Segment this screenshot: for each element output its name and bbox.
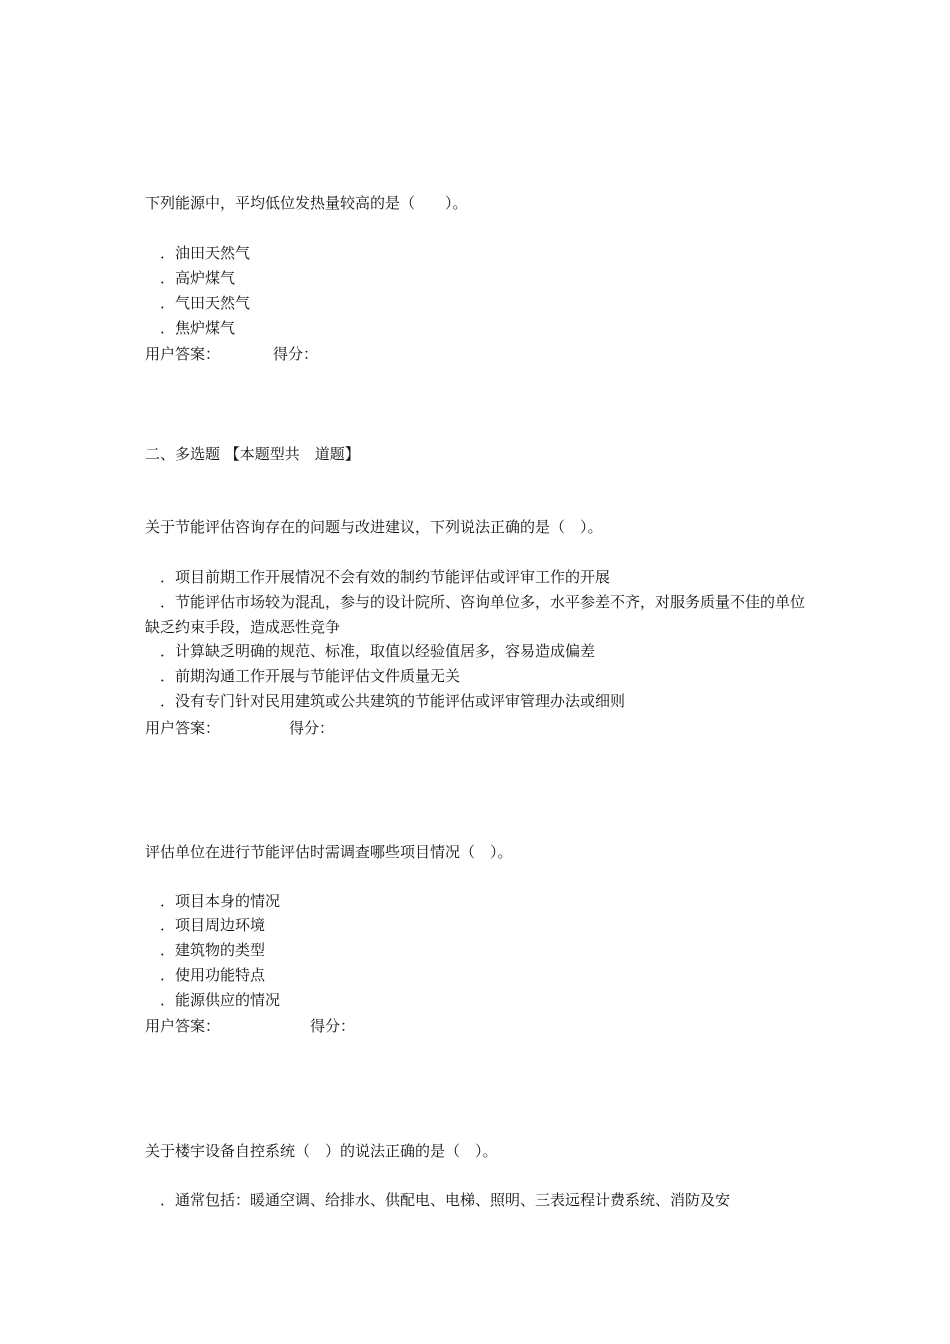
question-1-option-c: ．气田天然气	[160, 294, 251, 312]
question-2-option-b: ．节能评估市场较为混乱，参与的设计院所、咨询单位多，水平参差不齐，对服务质量不佳的单位缺乏约束手段，造成恶性竞争	[145, 593, 806, 636]
question-1-option-a: ．油田天然气	[160, 244, 251, 262]
question-3-stem: 评估单位在进行节能评估时需调查哪些项目情况（ ）。	[145, 843, 513, 861]
question-1-stem: 下列能源中，平均低位发热量较高的是（ ）。	[145, 194, 468, 212]
question-3-option-a: ．项目本身的情况	[160, 892, 281, 910]
section-heading-multiple-choice: 二、多选题 【本题型共 道题】	[145, 445, 360, 463]
question-3-score-label: 得分：	[310, 1017, 356, 1035]
question-2-stem: 关于节能评估咨询存在的问题与改进建议，下列说法正确的是（ ）。	[145, 518, 603, 536]
question-4-option-a: ．通常包括：暖通空调、给排水、供配电、电梯、照明、三表远程计费系统、消防及安	[160, 1191, 731, 1209]
question-2-answer-label: 用户答案：	[145, 719, 221, 737]
question-3-option-e: ．能源供应的情况	[160, 991, 281, 1009]
question-4-stem: 关于楼宇设备自控系统（ ）的说法正确的是（ ）。	[145, 1142, 498, 1160]
question-3-option-d: ．使用功能特点	[160, 966, 266, 984]
question-3-answer-label: 用户答案：	[145, 1017, 221, 1035]
question-1-answer-label: 用户答案：	[145, 345, 221, 363]
question-1-option-b: ．高炉煤气	[160, 269, 236, 287]
question-3-option-b: ．项目周边环境	[160, 916, 266, 934]
question-2-option-d: ．前期沟通工作开展与节能评估文件质量无关	[160, 667, 461, 685]
question-2-score-label: 得分：	[289, 719, 335, 737]
question-1-option-d: ．焦炉煤气	[160, 319, 236, 337]
question-3-option-c: ．建筑物的类型	[160, 941, 266, 959]
question-2-option-a: ．项目前期工作开展情况不会有效的制约节能评估或评审工作的开展	[160, 568, 611, 586]
question-2-option-c: ．计算缺乏明确的规范、标准，取值以经验值居多，容易造成偏差	[160, 642, 596, 660]
question-1-score-label: 得分：	[273, 345, 319, 363]
question-2-option-e: ．没有专门针对民用建筑或公共建筑的节能评估或评审管理办法或细则	[160, 692, 626, 710]
